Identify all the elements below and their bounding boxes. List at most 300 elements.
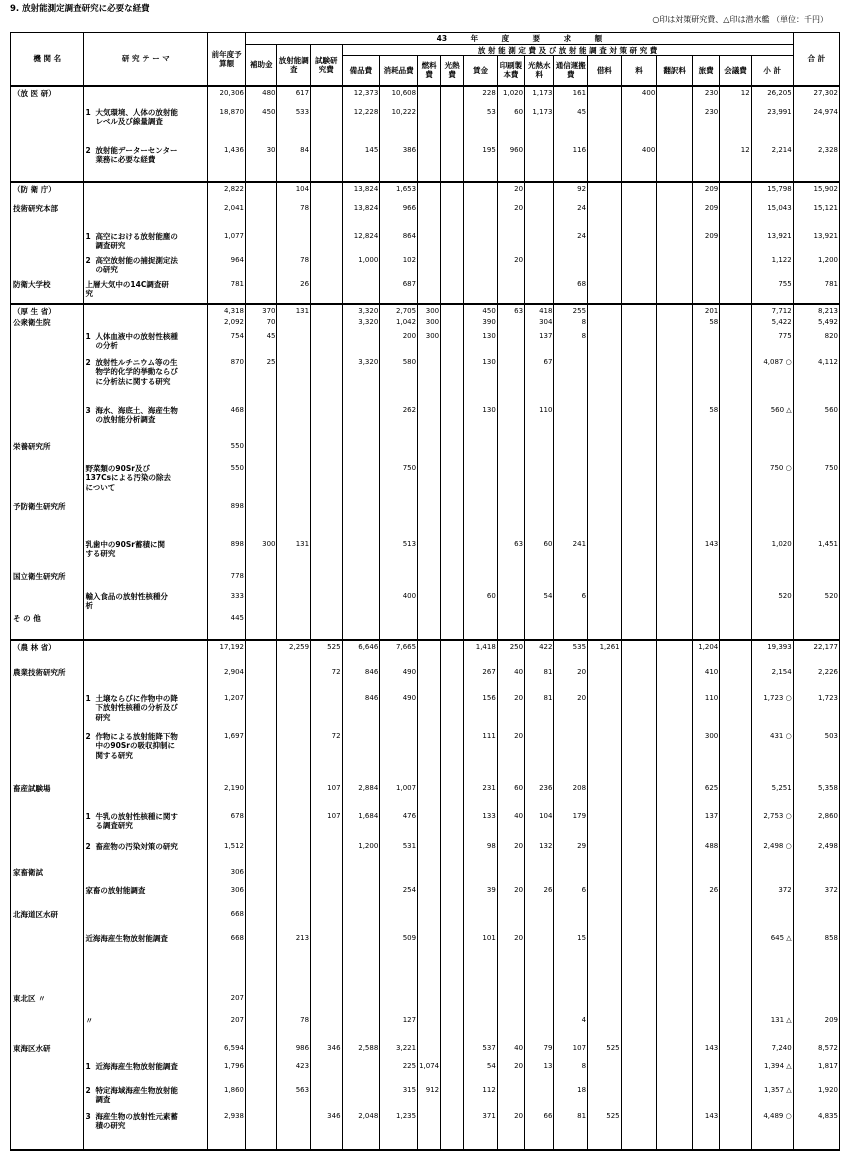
total-cell: 520 <box>793 592 839 614</box>
amount-cell <box>441 182 464 204</box>
amount-cell: 1,007 <box>380 784 418 812</box>
amount-cell: 3,320 <box>342 304 380 318</box>
amount-cell <box>441 994 464 1016</box>
amount-cell <box>621 868 657 886</box>
amount-cell <box>588 358 622 406</box>
amount-cell: 898 <box>208 502 246 540</box>
amount-cell: 209 <box>692 204 719 232</box>
amount-cell <box>525 146 554 182</box>
amount-cell: 67 <box>525 358 554 406</box>
table-row <box>11 1112 840 1150</box>
amount-cell: 53 <box>464 108 498 146</box>
amount-cell <box>418 204 441 232</box>
org-name-cell <box>11 842 84 868</box>
amount-cell: 12,824 <box>342 232 380 256</box>
amount-cell <box>621 318 657 332</box>
amount-cell <box>692 572 719 592</box>
amount-cell <box>751 502 793 540</box>
table-row <box>11 842 840 868</box>
amount-cell: 535 <box>554 640 588 668</box>
table-row <box>11 406 840 442</box>
amount-cell <box>525 502 554 540</box>
theme-text: 大気環境、人体の放射能レベル及び線量調査 <box>95 107 178 126</box>
amount-cell: 346 <box>311 1112 342 1150</box>
amount-cell <box>692 614 719 640</box>
org-name-cell <box>11 934 84 994</box>
amount-cell: 520 <box>751 592 793 614</box>
unit-note: ○印は対策研究費、△印は潜水艦 （単位：千円） <box>652 15 828 24</box>
amount-cell: 58 <box>692 318 719 332</box>
amount-cell <box>246 694 277 732</box>
amount-cell: 300 <box>692 732 719 784</box>
theme-text: 放射性ルチニウム等の生物学的化学的挙動ならびに分析法に関する研究 <box>95 357 178 386</box>
total-cell: 560 <box>793 406 839 442</box>
amount-cell <box>497 868 524 886</box>
amount-cell: 400 <box>621 86 657 108</box>
amount-cell: 72 <box>311 668 342 694</box>
amount-cell: 60 <box>525 540 554 572</box>
amount-cell <box>418 464 441 502</box>
table-row <box>11 572 840 592</box>
total-cell: 372 <box>793 886 839 910</box>
amount-cell: 143 <box>692 540 719 572</box>
org-name-cell <box>11 812 84 842</box>
amount-cell <box>311 204 342 232</box>
amount-cell: 250 <box>497 640 524 668</box>
theme-text: 海産生物の放射性元素蓄積の研究 <box>95 1111 178 1130</box>
amount-cell: 1,173 <box>525 108 554 146</box>
amount-cell <box>657 332 693 358</box>
amount-cell <box>657 934 693 994</box>
amount-cell <box>588 910 622 934</box>
amount-cell: 54 <box>464 1062 498 1086</box>
amount-cell: 1,204 <box>692 640 719 668</box>
research-theme-cell <box>84 868 208 886</box>
amount-cell <box>657 640 693 668</box>
amount-cell <box>525 910 554 934</box>
amount-cell <box>311 1062 342 1086</box>
header-kojo: 光熱費 <box>441 56 464 86</box>
amount-cell <box>588 502 622 540</box>
amount-cell: 137 <box>525 332 554 358</box>
amount-cell: 445 <box>208 614 246 640</box>
amount-cell <box>657 732 693 784</box>
total-cell: 8,213 <box>793 304 839 318</box>
amount-cell: 625 <box>692 784 719 812</box>
amount-cell <box>588 406 622 442</box>
amount-cell <box>277 868 311 886</box>
research-theme-cell <box>84 406 208 442</box>
amount-cell <box>311 572 342 592</box>
amount-cell <box>657 182 693 204</box>
amount-cell: 92 <box>554 182 588 204</box>
amount-cell: 333 <box>208 592 246 614</box>
amount-cell <box>621 540 657 572</box>
amount-cell <box>464 256 498 280</box>
amount-cell: 40 <box>497 668 524 694</box>
amount-cell <box>441 592 464 614</box>
amount-cell <box>692 994 719 1016</box>
amount-cell <box>657 886 693 910</box>
research-theme-cell <box>84 256 208 280</box>
amount-cell: 225 <box>380 1062 418 1086</box>
amount-cell <box>464 232 498 256</box>
amount-cell: 30 <box>246 146 277 182</box>
total-cell: 27,302 <box>793 86 839 108</box>
amount-cell <box>311 934 342 994</box>
org-name-cell <box>11 256 84 280</box>
amount-cell: 207 <box>208 994 246 1016</box>
amount-cell: 130 <box>464 406 498 442</box>
amount-cell: 78 <box>277 204 311 232</box>
amount-cell <box>525 732 554 784</box>
amount-cell <box>246 640 277 668</box>
amount-cell: 207 <box>208 1016 246 1044</box>
amount-cell <box>657 146 693 182</box>
amount-cell <box>277 232 311 256</box>
research-theme-cell <box>84 994 208 1016</box>
amount-cell <box>621 1016 657 1044</box>
amount-cell <box>525 1016 554 1044</box>
header-nenryo: 燃料費 <box>418 56 441 86</box>
amount-cell <box>246 464 277 502</box>
research-theme-cell <box>84 146 208 182</box>
research-theme-cell <box>84 358 208 406</box>
amount-cell <box>311 146 342 182</box>
amount-cell: 2,092 <box>208 318 246 332</box>
amount-cell: 300 <box>418 304 441 318</box>
org-name-cell <box>11 732 84 784</box>
amount-cell <box>720 910 751 934</box>
amount-cell <box>588 694 622 732</box>
amount-cell: 6,646 <box>342 640 380 668</box>
amount-cell <box>657 304 693 318</box>
research-theme-cell <box>84 910 208 934</box>
theme-text: 近海海産生物放射能調査 <box>85 933 168 943</box>
amount-cell: 201 <box>692 304 719 318</box>
amount-cell <box>497 406 524 442</box>
amount-cell <box>277 668 311 694</box>
total-cell: 24,974 <box>793 108 839 146</box>
amount-cell <box>342 868 380 886</box>
amount-cell: 870 <box>208 358 246 406</box>
amount-cell <box>441 146 464 182</box>
research-theme-cell <box>84 318 208 332</box>
total-cell <box>793 572 839 592</box>
amount-cell <box>621 232 657 256</box>
amount-cell: 12,373 <box>342 86 380 108</box>
amount-cell <box>277 842 311 868</box>
amount-cell <box>418 934 441 994</box>
amount-cell <box>418 232 441 256</box>
amount-cell <box>588 204 622 232</box>
amount-cell: 131 <box>277 304 311 318</box>
amount-cell <box>277 442 311 464</box>
table-row <box>11 1086 840 1112</box>
amount-cell: 300 <box>246 540 277 572</box>
amount-cell <box>720 1086 751 1112</box>
amount-cell: 668 <box>208 910 246 934</box>
research-theme-cell <box>84 540 208 572</box>
total-cell: 781 <box>793 280 839 304</box>
amount-cell <box>246 1044 277 1062</box>
amount-cell <box>657 694 693 732</box>
amount-cell <box>720 784 751 812</box>
amount-cell: 1,653 <box>380 182 418 204</box>
amount-cell <box>588 784 622 812</box>
table-row <box>11 868 840 886</box>
amount-cell: 2,938 <box>208 1112 246 1150</box>
amount-cell: 400 <box>380 592 418 614</box>
amount-cell: 846 <box>342 694 380 732</box>
total-cell: 1,723 <box>793 694 839 732</box>
amount-cell <box>497 358 524 406</box>
amount-cell <box>588 232 622 256</box>
amount-cell: 254 <box>380 886 418 910</box>
amount-cell: 1,077 <box>208 232 246 256</box>
research-theme-cell <box>84 886 208 910</box>
theme-text: 特定海域海産生物放射能調査 <box>95 1085 178 1104</box>
amount-cell: 390 <box>464 318 498 332</box>
amount-cell <box>246 910 277 934</box>
amount-cell <box>554 256 588 280</box>
amount-cell: 525 <box>588 1044 622 1062</box>
table-row <box>11 464 840 502</box>
amount-cell: 370 <box>246 304 277 318</box>
amount-cell <box>621 842 657 868</box>
amount-cell <box>464 1016 498 1044</box>
amount-cell: 72 <box>311 732 342 784</box>
amount-cell <box>751 868 793 886</box>
amount-cell <box>554 442 588 464</box>
amount-cell: 45 <box>246 332 277 358</box>
amount-cell: 230 <box>692 86 719 108</box>
amount-cell <box>554 358 588 406</box>
amount-cell <box>277 994 311 1016</box>
table-row <box>11 146 840 182</box>
amount-cell <box>657 614 693 640</box>
amount-cell: 346 <box>311 1044 342 1062</box>
research-theme-cell <box>84 182 208 204</box>
amount-cell <box>418 108 441 146</box>
amount-cell: 371 <box>464 1112 498 1150</box>
amount-cell <box>277 592 311 614</box>
amount-cell <box>588 886 622 910</box>
amount-cell <box>554 614 588 640</box>
amount-cell: 20 <box>497 1112 524 1150</box>
amount-cell <box>621 1044 657 1062</box>
theme-text: 海水、海底土、海産生物の放射能分析調査 <box>95 405 178 424</box>
amount-cell: 1,697 <box>208 732 246 784</box>
amount-cell: 116 <box>554 146 588 182</box>
amount-cell <box>441 668 464 694</box>
amount-cell <box>246 256 277 280</box>
amount-cell: 15 <box>554 934 588 994</box>
amount-cell: 12 <box>720 146 751 182</box>
amount-cell <box>418 886 441 910</box>
amount-cell <box>464 502 498 540</box>
theme-text: 〃 <box>85 1015 93 1025</box>
org-name-cell: 栄養研究所 <box>11 442 84 464</box>
amount-cell: 755 <box>751 280 793 304</box>
item-number: 1 <box>85 1061 91 1071</box>
amount-cell: 2,048 <box>342 1112 380 1150</box>
amount-cell <box>441 1016 464 1044</box>
amount-cell: 156 <box>464 694 498 732</box>
amount-cell: 60 <box>497 784 524 812</box>
amount-cell: 104 <box>525 812 554 842</box>
amount-cell <box>311 86 342 108</box>
amount-cell: 137 <box>692 812 719 842</box>
amount-cell <box>692 868 719 886</box>
amount-cell <box>311 540 342 572</box>
amount-cell: 5,422 <box>751 318 793 332</box>
total-cell: 15,121 <box>793 204 839 232</box>
research-theme-cell <box>84 592 208 614</box>
amount-cell <box>441 572 464 592</box>
amount-cell <box>441 784 464 812</box>
amount-cell <box>621 442 657 464</box>
amount-cell <box>657 1086 693 1112</box>
amount-cell <box>441 812 464 842</box>
amount-cell: 2,259 <box>277 640 311 668</box>
amount-cell <box>621 668 657 694</box>
amount-cell: 8 <box>554 332 588 358</box>
amount-cell <box>418 358 441 406</box>
amount-cell <box>246 502 277 540</box>
amount-cell <box>657 358 693 406</box>
amount-cell <box>464 614 498 640</box>
amount-cell <box>441 1062 464 1086</box>
amount-cell <box>621 1062 657 1086</box>
amount-cell <box>525 572 554 592</box>
amount-cell <box>342 406 380 442</box>
amount-cell <box>720 614 751 640</box>
theme-text: 牛乳の放射性核種に関する調査研究 <box>95 811 178 830</box>
amount-cell: 145 <box>342 146 380 182</box>
amount-cell: 490 <box>380 668 418 694</box>
amount-cell: 315 <box>380 1086 418 1112</box>
total-cell: 15,902 <box>793 182 839 204</box>
theme-text: 作物による放射能降下物中の90Srの吸収抑制に関する研究 <box>95 731 178 760</box>
amount-cell <box>588 332 622 358</box>
amount-cell: 45 <box>554 108 588 146</box>
amount-cell: 208 <box>554 784 588 812</box>
amount-cell <box>525 280 554 304</box>
amount-cell <box>621 332 657 358</box>
amount-cell <box>441 318 464 332</box>
theme-text: 近海海産生物放射能調査 <box>95 1061 178 1071</box>
amount-cell <box>246 572 277 592</box>
amount-cell <box>418 910 441 934</box>
total-cell: 209 <box>793 1016 839 1044</box>
amount-cell <box>525 614 554 640</box>
amount-cell: 228 <box>464 86 498 108</box>
amount-cell: 81 <box>554 1112 588 1150</box>
amount-cell: 864 <box>380 232 418 256</box>
amount-cell <box>342 886 380 910</box>
amount-cell: 110 <box>525 406 554 442</box>
amount-cell <box>588 146 622 182</box>
amount-cell <box>246 614 277 640</box>
amount-cell <box>441 232 464 256</box>
table-row <box>11 1016 840 1044</box>
amount-cell <box>464 868 498 886</box>
amount-cell <box>311 406 342 442</box>
total-cell <box>793 868 839 886</box>
total-cell: 1,451 <box>793 540 839 572</box>
org-name-cell <box>11 232 84 256</box>
item-number: 1 <box>85 107 91 117</box>
amount-cell: 60 <box>464 592 498 614</box>
amount-cell <box>441 502 464 540</box>
amount-cell: 1,042 <box>380 318 418 332</box>
amount-cell <box>277 572 311 592</box>
amount-cell <box>418 280 441 304</box>
table-row <box>11 1044 840 1062</box>
amount-cell: 236 <box>525 784 554 812</box>
item-number: 1 <box>85 811 91 821</box>
amount-cell: 68 <box>554 280 588 304</box>
total-cell: 1,200 <box>793 256 839 280</box>
amount-cell <box>657 1044 693 1062</box>
amount-cell: 1,235 <box>380 1112 418 1150</box>
amount-cell <box>441 332 464 358</box>
amount-cell: 54 <box>525 592 554 614</box>
amount-cell: 2,884 <box>342 784 380 812</box>
amount-cell <box>418 694 441 732</box>
amount-cell <box>441 1044 464 1062</box>
amount-cell <box>692 1016 719 1044</box>
amount-cell <box>380 732 418 784</box>
amount-cell <box>588 842 622 868</box>
amount-cell: 563 <box>277 1086 311 1112</box>
document-title: 9. 放射能測定調査研究に必要な経費 <box>10 4 150 14</box>
amount-cell <box>342 464 380 502</box>
header-prev-budget: 前年度予算額 <box>208 33 246 86</box>
amount-cell: 24 <box>554 232 588 256</box>
amount-cell: 20 <box>497 694 524 732</box>
amount-cell <box>246 842 277 868</box>
amount-cell <box>311 108 342 146</box>
amount-cell <box>692 442 719 464</box>
amount-cell <box>311 332 342 358</box>
amount-cell <box>621 464 657 502</box>
org-name-cell <box>11 1016 84 1044</box>
amount-cell <box>720 1062 751 1086</box>
org-name-cell <box>11 540 84 572</box>
org-name-cell: そ の 他 <box>11 614 84 640</box>
amount-cell <box>418 406 441 442</box>
amount-cell <box>497 1016 524 1044</box>
amount-cell: 525 <box>588 1112 622 1150</box>
amount-cell <box>554 502 588 540</box>
theme-text: 上層大気中の14C調査研究 <box>85 279 169 298</box>
amount-cell <box>657 592 693 614</box>
amount-cell <box>657 668 693 694</box>
amount-cell <box>277 812 311 842</box>
amount-cell <box>621 358 657 406</box>
amount-cell <box>342 910 380 934</box>
amount-cell <box>418 868 441 886</box>
amount-cell <box>277 318 311 332</box>
amount-cell: 29 <box>554 842 588 868</box>
amount-cell: 1,796 <box>208 1062 246 1086</box>
amount-cell <box>246 1016 277 1044</box>
amount-cell <box>720 502 751 540</box>
amount-cell: 1,200 <box>342 842 380 868</box>
header-fiscal-year: 43 年 度 要 求 額 <box>246 33 794 45</box>
